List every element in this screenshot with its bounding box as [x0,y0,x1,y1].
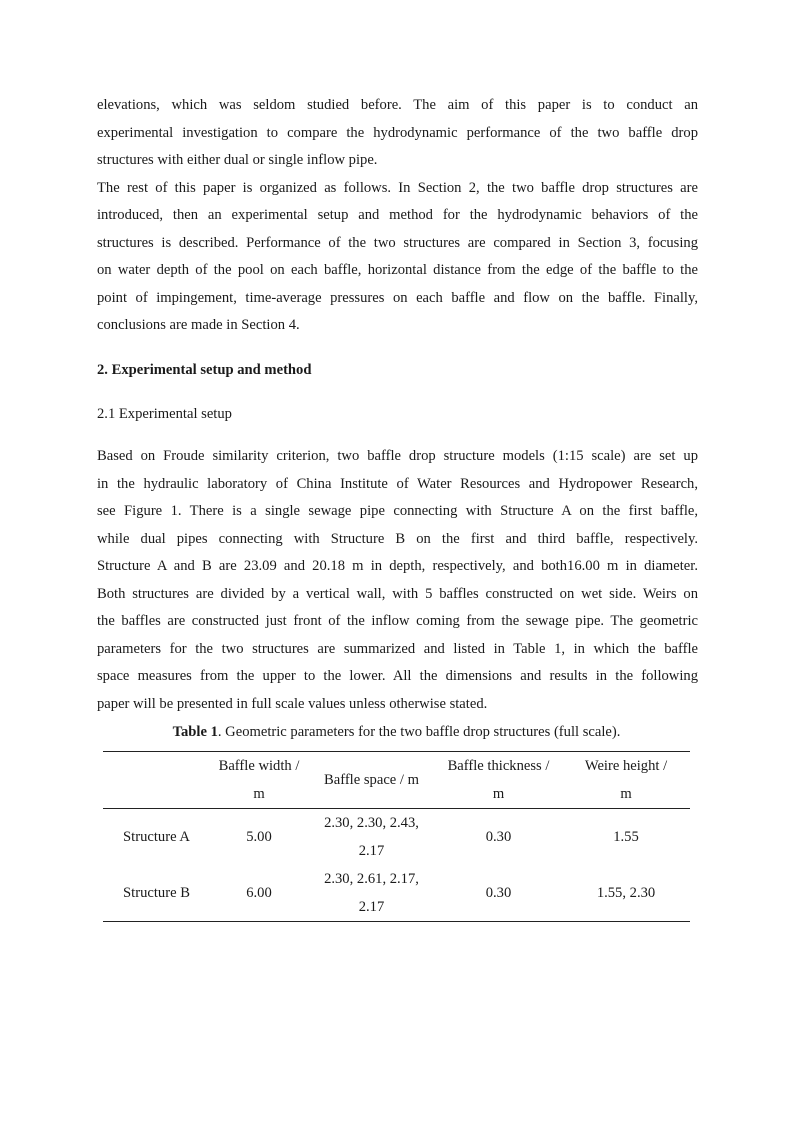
cell-space [308,809,435,866]
intro-paragraph-2 [97,175,698,340]
header-baffle-space [308,752,435,809]
header-weir-height [562,752,690,809]
text-line: on water depth of the pool on each baffle, horizontal distance from the edge of the baffle to the [97,262,698,278]
header-text: m [492,786,505,802]
header-text: m [253,786,265,802]
text-line: Structure A and B are 23.09 and 20.18 m in depth, respectively, and both16.00 m in diameter. [97,558,698,574]
table-row [103,865,690,922]
header-text: Baffle thickness / [447,758,550,774]
subsection-heading: 2.1 Experimental setup [97,406,232,422]
cell-weir: 1.55 [613,829,639,845]
table-caption-text: . Geometric parameters for the two baffle drop structures (full scale). [217,724,621,740]
row-name: Structure B [123,885,190,901]
text-line: in the hydraulic laboratory of China Institute of Water Resources and Hydropower Research, [97,475,698,492]
header-text: Baffle width / [218,758,300,774]
cell-width: 6.00 [246,885,272,901]
section-heading: 2. Experimental setup and method [97,362,312,378]
parameters-table [103,751,690,922]
text-line: experimental investigation to compare the hydrodynamic performance of the two baffle drop [97,124,698,141]
text-line: Both structures are divided by a vertical wall, with 5 baffles constructed on wet side. Weirs on [97,585,698,602]
text-line: The rest of this paper is organized as follows. In Section 2, the two baffle drop structures are [97,179,698,196]
table-caption [0,722,793,742]
text-line: see Figure 1. There is a single sewage pipe connecting with Structure A on the first baffle, [97,503,698,519]
intro-text [97,92,698,340]
text-line: paper will be presented in full scale values unless otherwise stated. [97,695,488,712]
header-text: Baffle space / m [324,772,419,788]
text-line: elevations, which was seldom studied before. The aim of this paper is to conduct an [97,97,698,113]
header-empty [103,752,210,809]
text-line: conclusions are made in Section 4. [97,317,300,333]
header-text: m [620,786,632,802]
cell-weir: 1.55, 2.30 [596,885,656,901]
text-line: parameters for the two structures are summarized and listed in Table 1, in which the baffle [97,640,698,657]
table-header-row [103,752,690,809]
cell-text: 2.30, 2.30, 2.43, [324,815,419,831]
text-line: Based on Froude similarity criterion, two baffle drop structure models (1:15 scale) are set up [97,448,698,464]
header-baffle-width [210,752,308,809]
body-paragraph [97,443,698,718]
text-line: structures with either dual or single inflow pipe. [97,152,378,168]
text-line: point of impingement, time-average pressures on each baffle and flow on the baffle. Finally, [97,289,698,306]
row-name: Structure A [123,829,190,845]
header-baffle-thickness [435,752,562,809]
cell-text: 2.17 [358,843,385,859]
text-line: the baffles are constructed just front of the inflow coming from the sewage pipe. The geometric [97,613,698,629]
cell-thickness: 0.30 [485,885,512,901]
text-line: introduced, then an experimental setup and method for the hydrodynamic behaviors of the [97,207,698,223]
text-line: structures is described. Performance of the two structures are compared in Section 3, focusing [97,234,698,251]
text-line: space measures from the upper to the lower. All the dimensions and results in the following [97,668,698,684]
intro-paragraph-1 [97,92,698,175]
section-body [97,443,698,718]
table-row [103,809,690,866]
cell-text: 2.17 [358,899,385,915]
cell-text: 2.30, 2.61, 2.17, [324,871,419,887]
table-caption-label: Table 1 [172,724,218,740]
cell-space [308,865,435,922]
header-text: Weire height / [584,758,668,774]
text-line: while dual pipes connecting with Structure B on the first and third baffle, respectively. [97,530,698,547]
cell-width: 5.00 [246,829,272,845]
cell-thickness: 0.30 [485,829,512,845]
